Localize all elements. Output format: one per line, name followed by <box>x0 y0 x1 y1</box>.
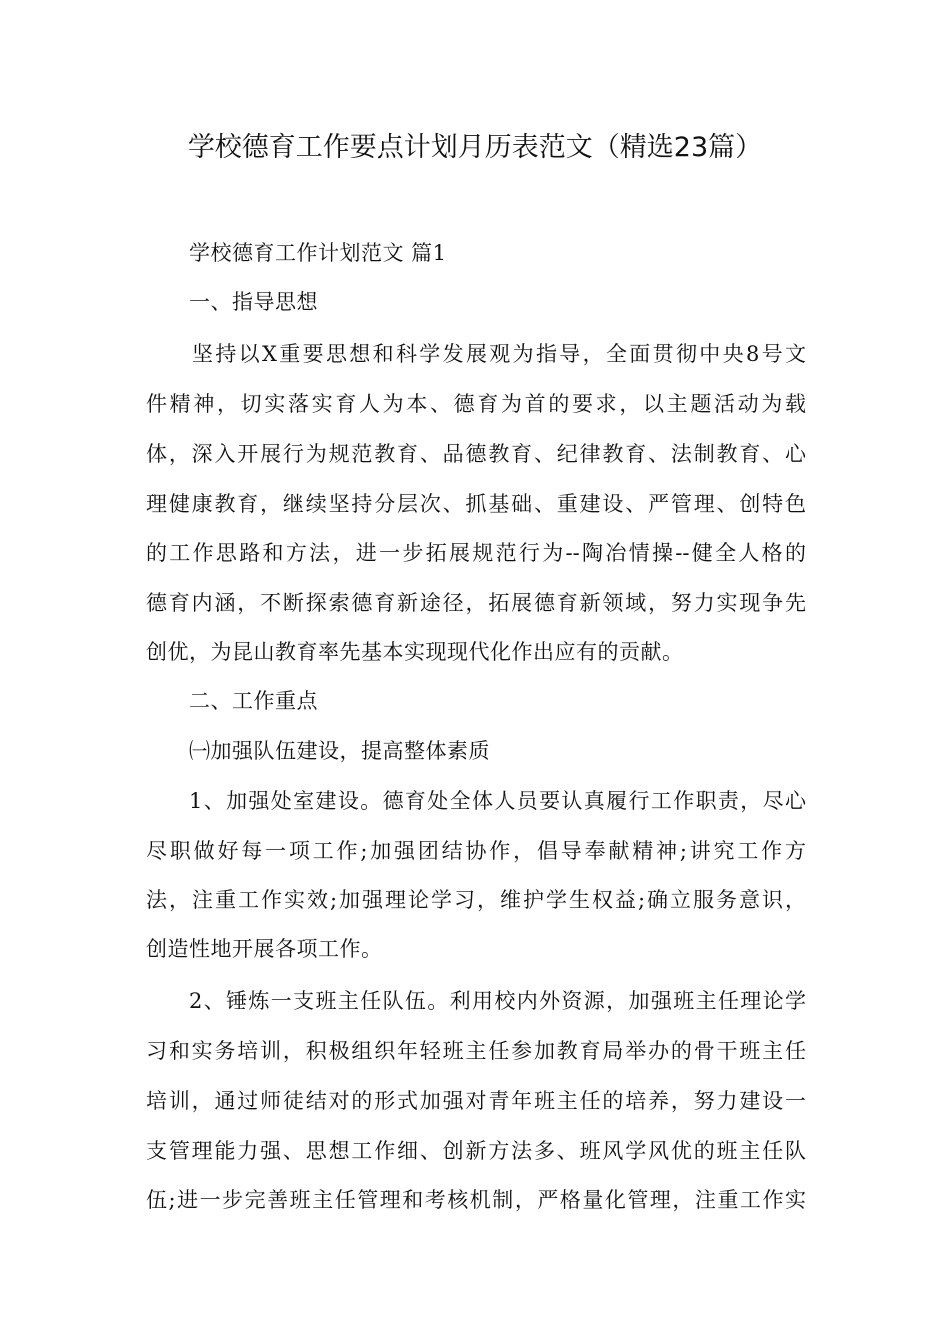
paragraph-line: 的工作思路和方法，进一步拓展规范行为--陶冶情操--健全人格的 <box>146 541 806 565</box>
paragraph-line: 件精神，切实落实育人为本、德育为首的要求，以主题活动为载 <box>146 392 806 416</box>
paragraph-line: 体，深入开展行为规范教育、品德教育、纪律教育、法制教育、心 <box>146 442 806 466</box>
document-title: 学校德育工作要点计划月历表范文（精选23篇） <box>187 132 763 163</box>
section-heading: 学校德育工作计划范文 篇1 <box>189 241 447 265</box>
heading-work-focus: 二、工作重点 <box>189 689 318 713</box>
paragraph-line: 法，注重工作实效;加强理论学习，维护学生权益;确立服务意识， <box>146 888 806 912</box>
paragraph-line: 德育内涵，不断探索德育新途径，拓展德育新领域，努力实现争先 <box>146 591 806 615</box>
heading-guiding-ideology: 一、指导思想 <box>189 290 318 314</box>
paragraph-line: 坚持以X重要思想和科学发展观为指导，全面贯彻中央8号文 <box>192 342 806 366</box>
paragraph-line: 1、加强处室建设。德育处全体人员要认真履行工作职责，尽心 <box>189 789 806 813</box>
paragraph-line: 伍;进一步完善班主任管理和考核机制，严格量化管理，注重工作实 <box>146 1188 806 1212</box>
paragraph-line: 习和实务培训，积极组织年轻班主任参加教育局举办的骨干班主任 <box>146 1039 806 1063</box>
paragraph-line: 2、锤炼一支班主任队伍。利用校内外资源，加强班主任理论学 <box>189 989 806 1013</box>
paragraph-line: 理健康教育，继续坚持分层次、抓基础、重建设、严管理、创特色 <box>146 492 806 516</box>
paragraph-line: 创造性地开展各项工作。 <box>146 937 383 961</box>
paragraph-line: 培训，通过师徒结对的形式加强对青年班主任的培养，努力建设一 <box>146 1089 806 1113</box>
paragraph-line: 创优，为昆山教育率先基本实现现代化作出应有的贡献。 <box>146 640 684 664</box>
paragraph-line: 支管理能力强、思想工作细、创新方法多、班风学风优的班主任队 <box>146 1139 806 1163</box>
paragraph-line: 尽职做好每一项工作;加强团结协作，倡导奉献精神;讲究工作方 <box>146 839 806 863</box>
subheading-team-building: ㈠加强队伍建设，提高整体素质 <box>189 739 490 763</box>
